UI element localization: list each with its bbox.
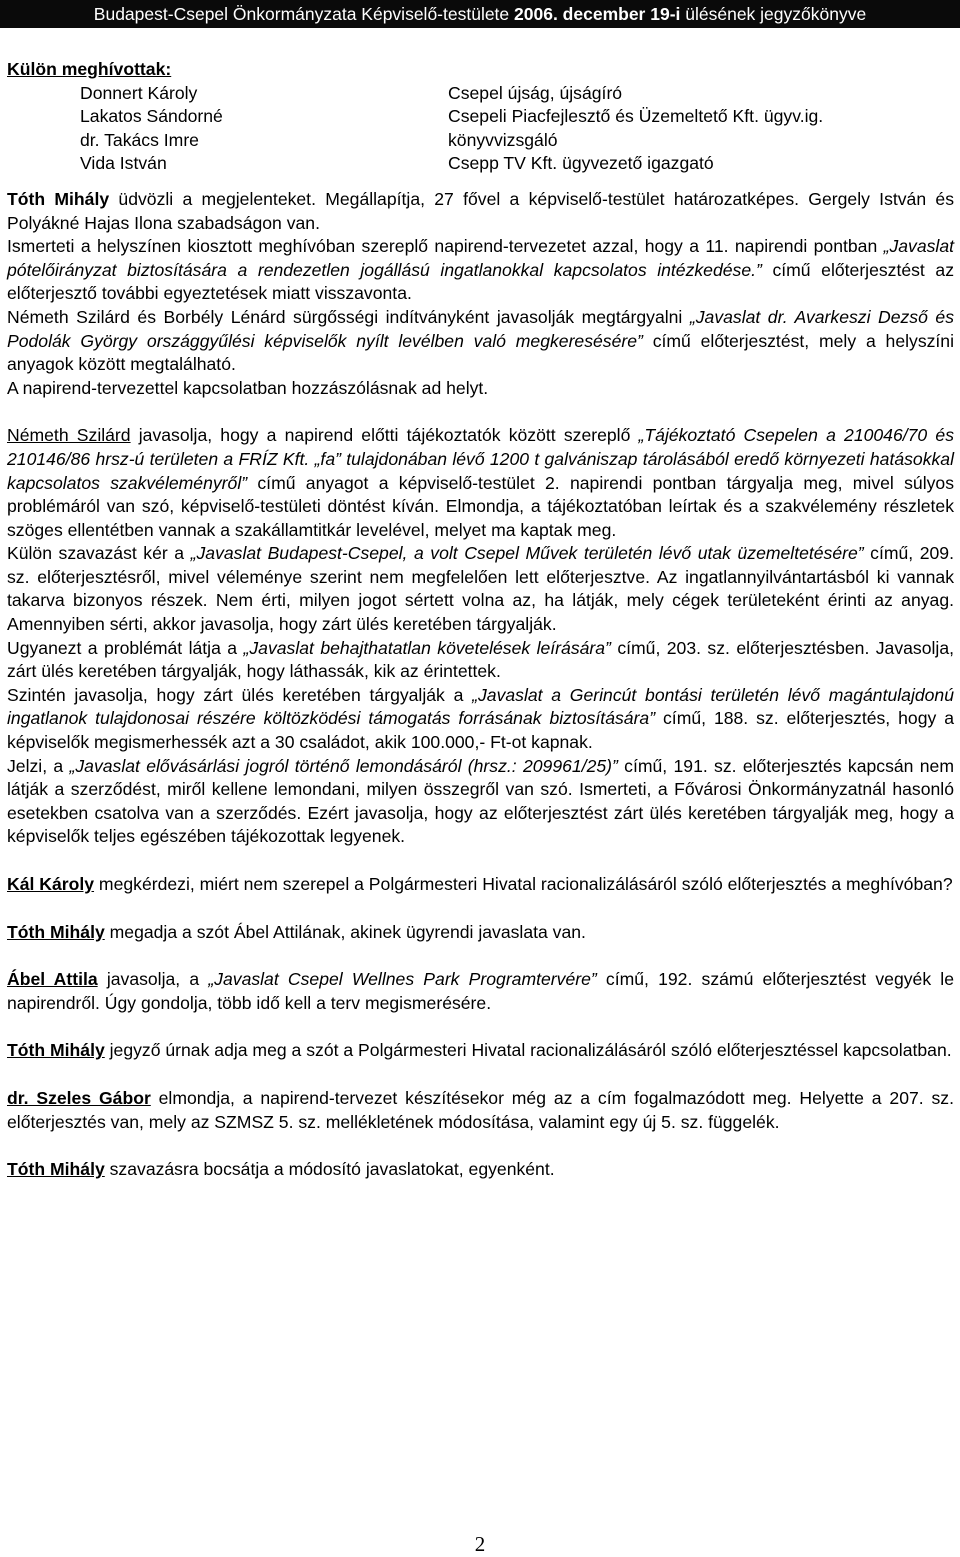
quoted-title: „Javaslat Budapest-Csepel, a volt Csepel Művek területén lévő utak üzemeltetésére”: [190, 543, 864, 564]
paragraph-text: Németh Szilárd és Borbély Lénárd sürgősségi indítványként javasolják megtárgyalni: [7, 306, 690, 327]
quoted-title: „Javaslat Csepel Wellnes Park Programtervére”: [208, 969, 597, 990]
paragraph-text: című előterjesztést az előterjesztő további egyeztetések miatt visszavonta.: [7, 259, 954, 304]
invited-title: Külön meghívottak:: [7, 59, 172, 79]
paragraph: [7, 1039, 954, 1063]
paragraph-text: című, 209. sz. előterjesztésről, mivel véleménye szerint nem megfelelően lett előterjesztve. Az ingatlannyilvántartásból ki vannak takarva bizonyos részek. Nem érti, milyen jogot sértett volna az, ha látják, mely cégek területeként érinti az anyag. Amennyiben sérti, akkor javasolja, hogy zárt ülés keretében tárgyalják.: [7, 543, 954, 635]
paragraph-text: című anyagot a képviselő-testület 2. napirendi pontban tárgyalja meg, mivel súlyos problémáról van szó, képviselő-testületi döntést kíván. Elmondja, a tájékoztatóban leírtak és a szakvélemény részletek szöges ellentétben vannak a szakállamtitkár levelével, melyet ma kaptak meg.: [7, 472, 954, 540]
paragraph-text: Szintén javasolja, hogy zárt ülés keretében tárgyalják a: [7, 684, 473, 705]
paragraph: [7, 1087, 954, 1134]
guest-name: Vida István: [80, 153, 167, 174]
paragraph-text: elmondja, a napirend-tervezet készítésekor még az a cím fogalmazódott meg. Helyette a 207. sz. előterjesztés van, mely az SZMSZ 5. sz. mellékletének módosítása, valamint egy új 5. sz. függelék.: [7, 1087, 954, 1132]
speaker-name: Kál Károly: [7, 874, 95, 894]
speaker-name: dr. Szeles Gábor: [7, 1087, 151, 1108]
paragraph: [7, 1158, 954, 1182]
speaker-name: Tóth Mihály: [7, 921, 105, 942]
document-header: [0, 0, 960, 28]
paragraph-text: javasolja, hogy a napirend előtti tájékoztatók között szereplő: [130, 425, 639, 446]
paragraph-text: megadja a szót Ábel Attilának, akinek ügyrendi javaslata van.: [104, 921, 586, 942]
spacer: [7, 1134, 954, 1158]
header-post: ülésének jegyzőkönyve: [680, 4, 867, 24]
spacer: [7, 897, 954, 921]
paragraph-text: üdvözli a megjelenteket. Megállapítja, 27 fővel a képviselő-testület határozatképes. Gergely István és Polyákné Hajas Ilona szabadságon van.: [7, 188, 954, 233]
paragraph-text: című előterjesztést, mely a helyszíni anyagok között megtalálható.: [7, 330, 954, 375]
paragraph-text: Külön szavazást kér a: [7, 543, 191, 564]
paragraph: [7, 306, 954, 377]
paragraph: [7, 755, 954, 849]
paragraph-text: javasolja, a: [97, 969, 209, 990]
header-pre: Budapest-Csepel Önkormányzata Képviselő-testülete: [93, 4, 515, 24]
paragraph-text: című, 192. számú előterjesztést vegyék le napirendről. Úgy gondolja, több idő kell a terv megismerésére.: [7, 969, 954, 1013]
paragraph-text: Ugyanezt a problémát látja a: [7, 637, 244, 658]
quoted-title: „Javaslat pótelőirányzat biztosítására a rendezetlen jogállású ingatlanokkal kapcsolatos intézkedése.”: [7, 236, 954, 280]
paragraph: [7, 637, 954, 684]
speaker-name: Németh Szilárd: [7, 425, 131, 446]
quoted-title: „Javaslat behajthatatlan követelések leírására”: [243, 637, 611, 658]
speaker-name: Tóth Mihály: [7, 1040, 105, 1061]
paragraph: [7, 968, 954, 1015]
paragraph: [7, 235, 954, 306]
paragraph: [7, 424, 954, 542]
spacer: [7, 1063, 954, 1087]
quoted-title: „Javaslat elővásárlási jogról történő lemondásáról (hrsz.: 209961/25)”: [69, 755, 618, 776]
paragraph-text: Jelzi, a: [7, 755, 70, 776]
guest-list: [80, 82, 954, 176]
paragraph: [7, 542, 954, 636]
page-number: 2: [474, 1532, 486, 1556]
speaker-name: Ábel Attila: [7, 969, 98, 990]
paragraph-text: megkérdezi, miért nem szerepel a Polgármesteri Hivatal racionalizálásáról szóló előterjesztés a meghívóban?: [94, 874, 953, 894]
speaker-name: Tóth Mihály: [7, 1159, 105, 1180]
guest-name: Lakatos Sándorné: [80, 106, 223, 127]
paragraph-text: című, 188. sz. előterjesztés, hogy a képviselők megismerhessék azt a 30 családot, akik 100.000,- Ft-ot kapnak.: [7, 708, 954, 753]
spacer: [7, 944, 954, 968]
spacer: [7, 1015, 954, 1039]
paragraph: [7, 684, 954, 755]
paragraph: [7, 873, 954, 897]
spacer: [7, 849, 954, 873]
guest-role: Csepp TV Kft. ügyvezető igazgató: [448, 153, 714, 174]
quoted-title: „Tájékoztató Csepelen a 210046/70 és 210146/86 hrsz-ú területen a FRÍZ Kft. „fa” tulajdonában lévő 1200 t galvániszap tárolásából eredő környezeti hatásokkal kapcsolatos szakvéleményről”: [7, 425, 954, 493]
paragraph: A napirend-tervezettel kapcsolatban hozzászólásnak ad helyt.: [7, 377, 489, 398]
guest-name: dr. Takács Imre: [80, 129, 199, 150]
paragraph-text: jegyző úrnak adja meg a szót a Polgármesteri Hivatal racionalizálásáról szóló előterjesztéssel kapcsolatban.: [104, 1040, 952, 1061]
quoted-title: „Javaslat dr. Avarkeszi Dezső és Podolák György országgyűlési képviselők nyílt levélben való megkeresésére”: [7, 306, 954, 351]
guest-name: Donnert Károly: [80, 82, 198, 103]
page-body: [7, 58, 954, 1182]
paragraph: [7, 921, 954, 945]
paragraph: [7, 188, 954, 235]
guest-role: könyvvizsgáló: [448, 129, 558, 150]
spacer: [7, 400, 954, 424]
speaker-name: Tóth Mihály: [7, 188, 110, 209]
header-date: 2006. december 19-i: [514, 4, 681, 24]
quoted-title: „Javaslat a Gerincút bontási területén lévő magántulajdonú ingatlanok tulajdonosai részére költözködési támogatás forrásának biztosítására”: [7, 684, 954, 729]
paragraph-text: Ismerteti a helyszínen kiosztott meghívóban szereplő napirend-tervezetet azzal, hogy a 11. napirendi pontban: [7, 236, 884, 257]
guest-role: Csepel újság, újságíró: [448, 82, 623, 103]
guest-role: Csepeli Piacfejlesztő és Üzemeltető Kft. ügyv.ig.: [448, 106, 824, 127]
paragraph-text: című, 191. sz. előterjesztés kapcsán nem látják a szerződést, miről kellene lemondani, milyen összegről van szó. Ismerteti, a Fővárosi Önkormányzatnál hasonló esetekben csatolva van a szerződés. Ezért javasolja, hogy az előterjesztést zárt ülés keretében tárgyalják meg, hogy a képviselők teljes egészében tájékozottak legyenek.: [7, 755, 954, 847]
paragraph-text: című, 203. sz. előterjesztésben. Javasolja, zárt ülés keretében tárgyalják, hogy láthassák, kik az érintettek.: [7, 637, 954, 682]
paragraph-text: szavazásra bocsátja a módosító javaslatokat, egyenként.: [104, 1159, 555, 1180]
